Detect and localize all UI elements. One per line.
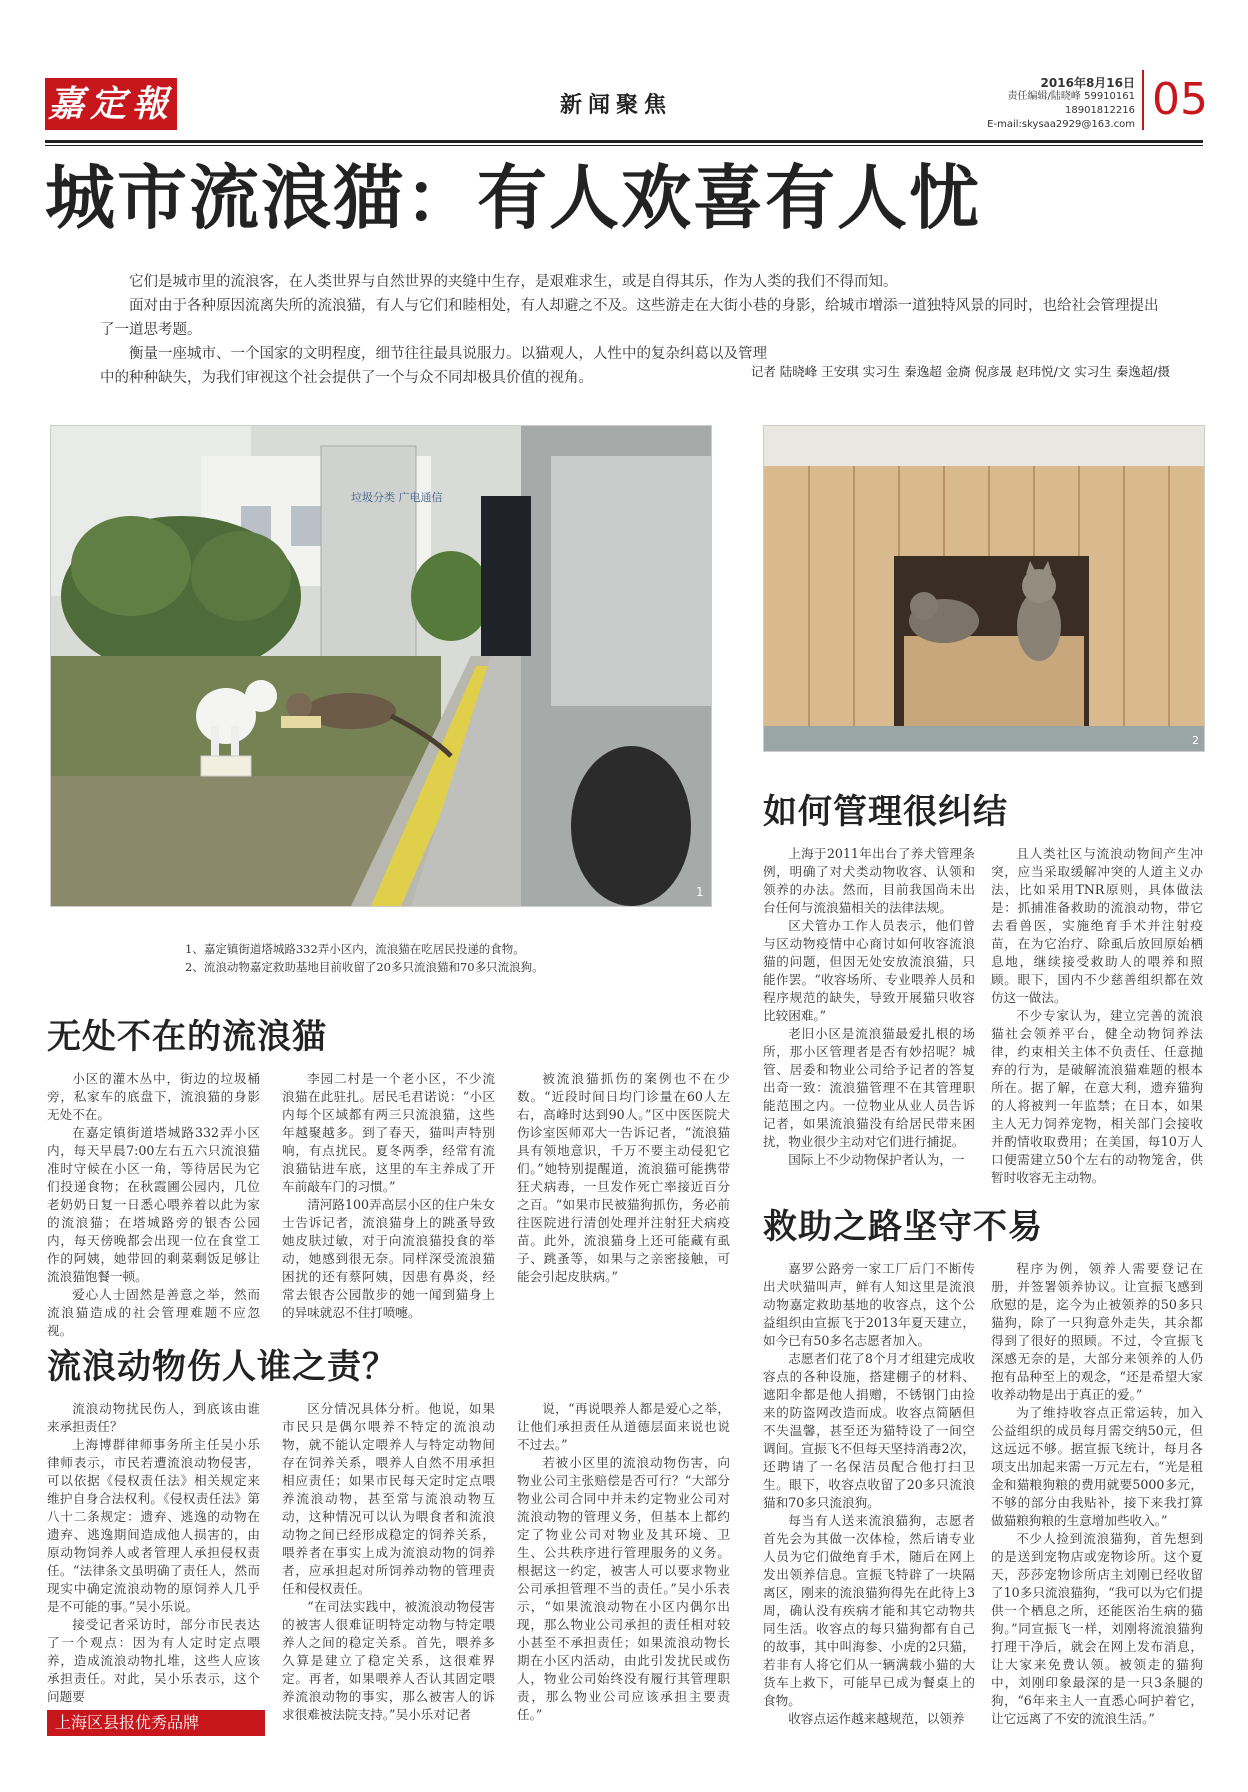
section-title-management: 如何管理很纠结 <box>763 792 1008 832</box>
photo-number: 1 <box>696 885 704 899</box>
article-column <box>991 845 1203 1210</box>
lead-paragraph: 它们是城市里的流浪客，在人类世界与自然世界的夹缝中生存，是艰难求生，或是自得其乐，作为人类的我们不得而知。 <box>129 274 898 290</box>
lead-paragraph: 衡量一座城市、一个国家的文明程度，细节往往最具说服力。以猫观人，人性中的复杂纠葛以及管理中的种种缺失，为我们审视这个社会提供了一个与众不同却极具价值的视角。 <box>100 346 767 386</box>
editor-email: E-mail:skysaa2929@163.com <box>987 119 1135 130</box>
paragraph: 嘉罗公路旁一家工厂后门不断传出犬吠猫叫声，鲜有人知这里是流浪动物嘉定救助基地的收容点，这个公益组织由宣振飞于2013年夏天建立，如今已有50多名志愿者加入。 <box>763 1261 975 1348</box>
article-column <box>282 1070 495 1325</box>
edition-date: 2016年8月16日 <box>1040 76 1135 90</box>
paragraph: 被流浪猫抓伤的案例也不在少数。“近段时间日均门诊量在60人左右，高峰时达到90人。”区中医医院犬伤诊室医师邓大一告诉记者，“流浪猫具有领地意识，千万不要主动侵犯它们。”她特别提醒道，流浪猫可能携带狂犬病毒，一旦发作死亡率接近百分之百。“如果市民被猫狗抓伤，务必前往医院进行清创处理并注射狂犬病疫苗。此外，流浪猫身上还可能藏有虱子、跳蚤等，如果与之亲密接触，可能会引起皮肤病。” <box>517 1071 730 1284</box>
page-number: 05 <box>1142 70 1208 130</box>
street-cats-illustration <box>51 426 711 906</box>
article-column <box>517 1400 730 1745</box>
paragraph: 在嘉定镇街道塔城路332弄小区内，每天早晨7:00左右五六只流浪猫准时守候在小区一角，等待居民为它们投递食物；在秋霞圃公园内，几位老奶奶日复一日悉心喂养着以此为家的流浪猫；在塔城路旁的银杏公园内，每天傍晚都会出现一位在食堂工作的阿姨，她带回的剩菜剩饭足够让流浪猫饱餐一顿。 <box>47 1125 260 1284</box>
paragraph: “在司法实践中，被流浪动物侵害的被害人很难证明特定动物与特定喂养人之间的稳定关系。首先，喂养多久算是建立了稳定关系，这很难界定。再者，如果喂养人否认其固定喂养流浪动物的事实，那么被害人的诉求很难被法院支持。”吴小乐对记者 <box>282 1599 495 1722</box>
caption-2: 2、流浪动物嘉定救助基地目前收留了20多只流浪猫和70多只流浪狗。 <box>185 960 544 974</box>
photo-cat-shelter <box>763 425 1205 752</box>
paragraph: 区分情况具体分析。他说，如果市民只是偶尔喂养不特定的流浪动物，就不能认定喂养人与特定动物间存在饲养关系，喂养人自然不用承担相应责任；如果市民每天定时定点喂养流浪动物，甚至常与流浪动物互动，这种情况可以认为喂食者和流浪动物之间已经形成稳定的饲养关系，喂养者在事实上成为流浪动物的饲养者，应承担起对所饲养动物的管理责任和侵权责任。 <box>282 1401 495 1596</box>
caption-1: 1、嘉定镇街道塔城路332弄小区内，流浪猫在吃居民投递的食物。 <box>185 942 525 956</box>
paragraph: 且人类社区与流浪动物间产生冲突，应当采取缓解冲突的人道主义办法，比如采用TNR原则，具体做法是：抓捕准备救助的流浪动物，带它去看兽医，实施绝育手术并注射疫苗，在为它治疗、除虱后放回原始栖息地，继续接受救助人的喂养和照顾。眼下，国内不少慈善组织都在效仿这一做法。 <box>991 846 1203 1005</box>
photo-street-cats <box>50 425 712 907</box>
paragraph: 李园二村是一个老小区，不少流浪猫在此驻扎。居民毛君诺说：“小区内每个区域都有两三只流浪猫，这些年越聚越多。到了春天，猫叫声特别响，有点扰民。夏冬两季，经常有流浪猫钻进车底，这里的车主养成了开车前敲车门的习惯。” <box>282 1071 495 1194</box>
paragraph: 国际上不少动物保护者认为，一 <box>788 1152 965 1167</box>
article-column <box>763 1260 975 1745</box>
lead-paragraph: 面对由于各种原因流离失所的流浪猫，有人与它们和睦相处，有人却避之不及。这些游走在大街小巷的身影，给城市增添一道独特风景的同时，也给社会管理提出了一道思考题。 <box>100 298 1159 338</box>
masthead-rule <box>45 140 1203 143</box>
paragraph: 老旧小区是流浪猫最爱扎根的场所，那小区管理者是否有妙招呢？城管、居委和物业公司给予记者的答复出奇一致：流浪猫管理不在其管理职能范围之内。一位物业从业人员告诉记者，如果流浪猫没有给居民带来困扰，物业很少主动对它们进行捕捉。 <box>763 1026 975 1149</box>
photo-captions <box>185 940 544 976</box>
paragraph: 接受记者采访时，部分市民表达了一个观点：因为有人定时定点喂养，造成流浪动物扎堆，这些人应该承担责任。对此，吴小乐表示，这个问题要 <box>47 1617 260 1704</box>
paragraph: 收容点运作越来越规范，以领养 <box>788 1711 965 1726</box>
editor-line <box>985 90 1135 118</box>
paragraph: 若被小区里的流浪动物伤害，向物业公司主张赔偿是否可行？“大部分物业公司合同中并未约定物业公司对流浪动物的管理义务，但基本上都约定了物业公司对物业及其环境、卫生、公共秩序进行管理服务的义务。根据这一约定，被害人可以要求物业公司承担管理不当的责任。”吴小乐表示，“如果流浪动物在小区内偶尔出现，那么物业公司承担的责任相对较小甚至不承担责任；如果流浪动物长期在小区内活动，由此引发扰民或伤人，物业公司始终没有履行其管理职责，那么物业公司应该承担主要责任。” <box>517 1455 730 1722</box>
paragraph: 流浪动物扰民伤人，到底该由谁来承担责任？ <box>47 1401 260 1434</box>
utility-box-label: 垃圾分类 广电通信 <box>351 491 443 504</box>
section-name: 新闻聚焦 <box>560 93 673 118</box>
paragraph: 为了维持收容点正常运转，加入公益组织的成员每月需交纳50元，但这远远不够。据宣振飞统计，每月各项支出加起来需一万元左右，“光是租金和猫粮狗粮的费用就要5000多元，不够的部分由我贴补，接下来我打算做猫粮狗粮的生意增加些收入。” <box>991 1405 1203 1528</box>
newspaper-logo: 嘉定報 <box>45 78 177 130</box>
paragraph: 志愿者们花了8个月才组建完成收容点的各种设施，搭建棚子的材料、遮阳伞都是他人捐赠，不锈钢门由捡来的防盗网改造而成。收容点简陋但不失温馨，甚至还为猫特设了一间空调间。宣振飞不但每天坚持消毒2次，还聘请了一名保洁员配合他打扫卫生。眼下，收容点收留了20多只流浪猫和70多只流浪狗。 <box>763 1351 975 1510</box>
section-title-rescue: 救助之路坚守不易 <box>763 1207 1043 1247</box>
editor-name: 责任编辑/陆晓峰 <box>1007 91 1081 102</box>
brand-bar: 上海区县报优秀品牌 <box>47 1710 265 1736</box>
article-column <box>763 845 975 1210</box>
edition-meta <box>985 76 1135 132</box>
main-headline: 城市流浪猫：有人欢喜有人忧 <box>45 157 981 239</box>
photo-number: 2 <box>1192 734 1199 747</box>
article-column <box>47 1070 260 1338</box>
article-column <box>47 1400 260 1704</box>
paragraph: 程序为例，领养人需要登记在册，并签署领养协议。让宣振飞感到欣慰的是，迄今为止被领养的50多只猫狗，除了一只狗意外走失，其余都得到了很好的照顾。不过，令宣振飞深感无奈的是，大部分来领养的人仍抱有品种至上的观念，“还是希望大家收养动物是出于真正的爱。” <box>991 1261 1203 1402</box>
section-title-responsibility: 流浪动物伤人谁之责？ <box>47 1347 397 1387</box>
article-column <box>517 1070 730 1325</box>
paragraph: 区犬管办工作人员表示，他们曾与区动物疫情中心商讨如何收容流浪猫的问题，但因无处安放流浪猫，只能作罢。“收容场所、专业喂养人员和程序规范的缺失，导致开展猫只收容比较困难。” <box>763 918 975 1023</box>
section-title-everywhere: 无处不在的流浪猫 <box>47 1017 327 1057</box>
article-column <box>991 1260 1203 1745</box>
paragraph: 不少人捡到流浪猫狗，首先想到的是送到宠物店或宠物诊所。这个夏天，莎莎宠物诊所店主刘刚已经收留了10多只流浪猫狗，“我可以为它们提供一个栖息之所，还能医治生病的猫狗。”同宣振飞一样，刘刚将流浪猫狗打理干净后，就会在网上发布消息，让大家来免费认领。被领走的猫狗中，刘刚印象最深的是一只3条腿的狗，“6年来主人一直悉心呵护着它，让它远离了不安的流浪生活。” <box>991 1531 1203 1726</box>
editor-phone: 59910161 18901812216 <box>1065 91 1135 116</box>
paragraph: 上海博群律师事务所主任吴小乐律师表示，市民若遭流浪动物侵害，可以依据《侵权责任法》相关规定来维护自身合法权利。《侵权责任法》第八十二条规定：遗弃、逃逸的动物在遗弃、逃逸期间造成他人损害的，由原动物饲养人或者管理人承担侵权责任。“法律条文虽明确了责任人，然而现实中确定流浪动物的原饲养人几乎是不可能的事。”吴小乐说。 <box>47 1437 260 1614</box>
paragraph: 爱心人士固然是善意之举，然而流浪猫造成的社会管理难题不应忽视。 <box>47 1287 260 1338</box>
paragraph: 上海于2011年出台了养犬管理条例，明确了对犬类动物收容、认领和领养的办法。然而，目前我国尚未出台任何与流浪猫相关的法律法规。 <box>763 846 975 915</box>
byline: 记者 陆晓峰 王安琪 实习生 秦逸超 金旖 倪彦晟 赵玮悦/文 实习生 秦逸超/摄 <box>750 364 1170 379</box>
cat-shelter-illustration <box>764 426 1204 751</box>
paragraph: 每当有人送来流浪猫狗，志愿者首先会为其做一次体检，然后请专业人员为它们做绝育手术，随后在网上发出领养信息。宣振飞特辟了一块隔离区，刚来的流浪猫狗得先在此待上3周，确认没有疾病才能和其它动物共同生活。收容点的每只猫狗都有自己的故事，其中叫海参、小虎的2只猫，若非有人将它们从一辆满载小猫的大货车上救下，可能早已成为餐桌上的食物。 <box>763 1513 975 1708</box>
paragraph: 不少专家认为，建立完善的流浪猫社会领养平台，健全动物饲养法律，约束相关主体不负责任、任意抛弃的行为，是破解流浪猫难题的根本所在。据了解，在意大利，遗弃猫狗的人将被判一年监禁；在日本，如果主人无力饲养宠物，相关部门会接收并酌情收取费用；在美国，每10万人口便需建立50个左右的动物笼舍，供暂时收容无主动物。 <box>991 1008 1203 1185</box>
paragraph: 清河路100弄高层小区的住户朱女士告诉记者，流浪猫身上的跳蚤导致她皮肤过敏，对于向流浪猫投食的举动，她感到很无奈。同样深受流浪猫困扰的还有蔡阿姨，因患有鼻炎，经常去银杏公园散步的她一闻到猫身上的异味就忍不住打喷嚏。 <box>282 1197 495 1320</box>
paragraph: 小区的灌木丛中，街边的垃圾桶旁，私家车的底盘下，流浪猫的身影无处不在。 <box>47 1071 260 1122</box>
article-column <box>282 1400 495 1745</box>
masthead-rule-thin <box>45 145 1203 146</box>
paragraph: 说，“再说喂养人都是爱心之举，让他们承担责任从道德层面来说也说不过去。” <box>517 1401 730 1452</box>
